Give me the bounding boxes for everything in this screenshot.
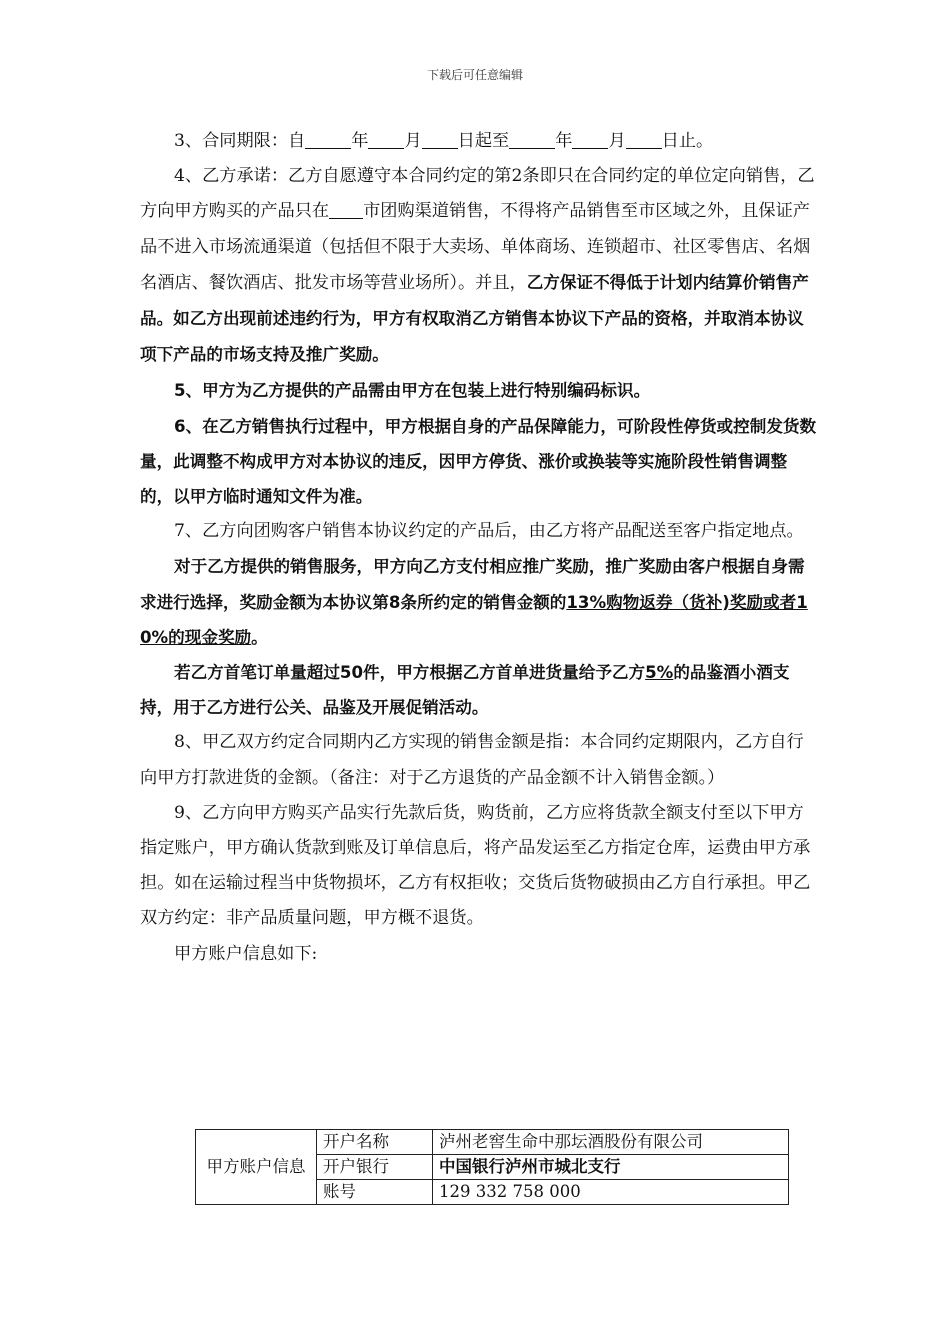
contract-body bbox=[140, 124, 820, 972]
first-order-underlined-text: 5% bbox=[645, 663, 674, 683]
clause-8: 8、甲乙双方约定合同期内乙方实现的销售金额是指：本合同约定期限内，乙方自行向甲方打款进货的金额。（备注：对于乙方退货的产品金额不计入销售金额。） bbox=[140, 732, 804, 788]
clause-3-text: 月 bbox=[404, 131, 422, 151]
blank-field bbox=[305, 130, 351, 149]
clause-4-bold-text: 乙方保证不得低于计划内结算价销售产品。如乙方出现前述违约行为，甲方有权取消乙方销售本协议下产品的资格，并取消本协议项下产品的市场支持及推广奖励。 bbox=[140, 272, 809, 365]
account-value-cell: 129 332 758 000 bbox=[433, 1180, 789, 1205]
page-header-note: 下载后可任意编辑 bbox=[426, 68, 523, 82]
account-key-cell: 开户名称 bbox=[317, 1130, 433, 1155]
blank-field bbox=[572, 130, 608, 149]
first-order-paragraph bbox=[140, 655, 820, 725]
first-order-text: 若乙方首笔订单量超过50件，甲方根据乙方首单进货量给予乙方 bbox=[174, 663, 646, 683]
first-order-text: 的品鉴酒小酒支持，用于乙方进行公关、品鉴及开展促销活动。 bbox=[140, 663, 790, 718]
clause-3-text: 3、合同期限：自 bbox=[174, 131, 306, 151]
blank-field bbox=[329, 200, 363, 219]
clause-7: 7、乙方向团购客户销售本协议约定的产品后，由乙方将产品配送至客户指定地点。 bbox=[174, 521, 804, 542]
clause-9: 9、乙方向甲方购买产品实行先款后货，购货前，乙方应将货款全额支付至以下甲方指定账户，甲方确认货款到账及订单信息后，将产品发运至乙方指定仓库，运费由甲方承担。如在运输过程当中货物损坏，乙方有权拒收；交货后货物破损由乙方自行承担。甲乙双方约定：非产品质量问题，甲方概不退货。 bbox=[140, 802, 811, 929]
account-key-cell: 账号 bbox=[317, 1180, 433, 1205]
clause-3-text: 日止。 bbox=[661, 131, 714, 151]
blank-field bbox=[422, 130, 458, 149]
reward-paragraph bbox=[140, 549, 820, 655]
clause-6: 6、在乙方销售执行过程中，甲方根据自身的产品保障能力，可阶段性停货或控制发货数量，此调整不构成甲方对本协议的违反，因甲方停货、涨价或换装等实施阶段性销售调整的，以甲方临时通知文件为准。 bbox=[140, 416, 817, 507]
clause-4 bbox=[140, 159, 820, 373]
account-value-cell: 泸州老窖生命中那坛酒股份有限公司 bbox=[433, 1130, 789, 1155]
clause-4-text: 4、乙方承诺：乙方自愿遵守本合同约定的第2条即只在合同约定的单位定向销售，乙方向甲方购买的产品只在 bbox=[140, 166, 815, 222]
account-key-cell: 开户银行 bbox=[317, 1155, 433, 1180]
blank-field bbox=[626, 130, 662, 149]
clause-3-text: 月 bbox=[608, 131, 626, 151]
account-table-lead-cell: 甲方账户信息 bbox=[196, 1130, 317, 1205]
clause-3 bbox=[140, 124, 820, 159]
account-intro: 甲方账户信息如下: bbox=[174, 943, 318, 964]
account-info-table bbox=[195, 1129, 789, 1205]
account-value-cell: 中国银行泸州市城北支行 bbox=[433, 1155, 789, 1180]
clause-3-text: 年 bbox=[351, 131, 369, 151]
clause-4-text: 市团购渠道销售，不得将产品销售至市区域之外，且保证产品不进入市场流通渠道（包括但不限于大卖场、单体商场、连锁超市、社区零售店、名烟名酒店、餐饮酒店、批发市场等营业场所）。并且， bbox=[140, 201, 811, 293]
clause-3-text: 日起至 bbox=[457, 131, 510, 151]
reward-text: 。 bbox=[251, 627, 268, 647]
reward-underlined-text: 13%购物返券（货补)奖励或者10%的现金奖励 bbox=[140, 592, 808, 647]
clause-3-text: 年 bbox=[555, 131, 573, 151]
blank-field bbox=[509, 130, 555, 149]
reward-text: 对于乙方提供的销售服务，甲方向乙方支付相应推广奖励，推广奖励由客户根据自身需求进行选择，奖励金额为本协议第8条所约定的销售金额的 bbox=[140, 557, 805, 612]
clause-5: 5、甲方为乙方提供的产品需由甲方在包装上进行特别编码标识。 bbox=[174, 381, 651, 401]
blank-field bbox=[368, 130, 404, 149]
table-row bbox=[196, 1130, 789, 1155]
